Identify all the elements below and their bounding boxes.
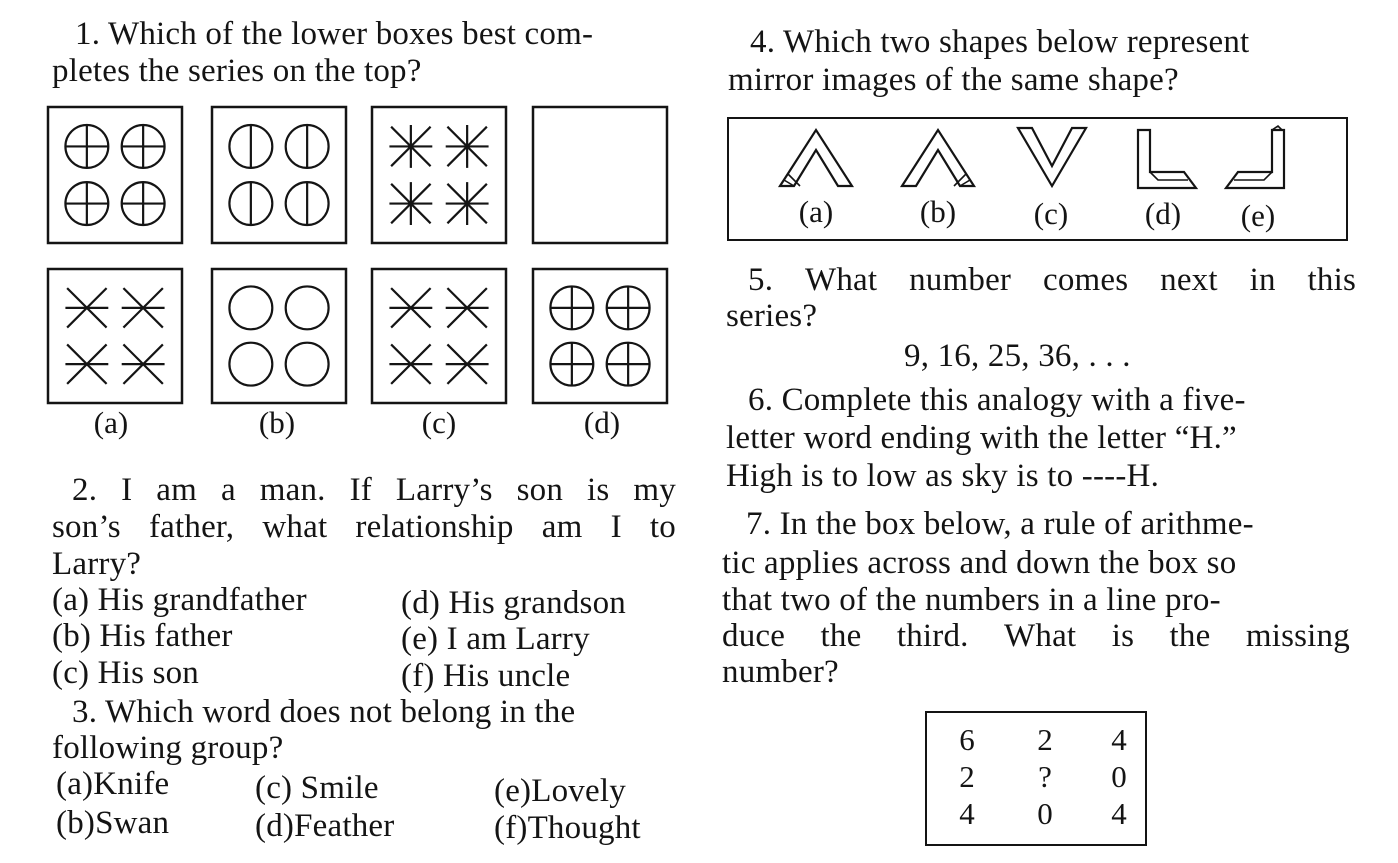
word: I [121,472,133,508]
q1-option-box-b [212,269,346,403]
word: son’s [52,509,121,545]
word: am [156,472,197,508]
word: 5. [748,262,774,298]
word: third. [896,618,969,654]
q2-option-d: (d) His grandson [401,585,626,621]
q7-line-4 [722,618,1350,654]
word: a [220,472,236,508]
q4-label-d: (d) [1144,196,1182,231]
word: son [516,472,564,508]
word: missing [1245,618,1350,654]
word: next [1160,262,1218,298]
q4-label-a: (a) [798,194,834,229]
word: If [349,472,372,508]
q2-option-e: (e) I am Larry [401,621,590,657]
q7-line-5: number? [722,654,839,690]
word: 2. [72,472,98,508]
q4-shape-d [1138,130,1196,188]
q3-option-f: (f)Thought [494,810,641,846]
q1-answer-options [48,269,667,403]
q1-option-box-a [48,269,182,403]
q3-line-2: following group? [52,730,284,766]
grid-cell: 2 [1037,722,1053,757]
word: I [610,509,622,545]
q7-line-3: that two of the numbers in a line pro- [722,582,1221,618]
q1-option-label-b: (b) [258,405,296,440]
word: is [1111,618,1135,654]
word: what [262,509,328,545]
word: relationship [355,509,514,545]
word: am [541,509,583,545]
q4-label-e: (e) [1240,198,1276,233]
q3-option-b: (b)Swan [56,805,170,841]
word: this [1307,262,1356,298]
q2-option-a: (a) His grandfather [52,582,307,618]
word: in [1249,262,1276,298]
q4-line-2: mirror images of the same shape? [728,62,1179,98]
q2-line-2 [52,509,676,545]
q2-option-f: (f) His uncle [401,658,571,694]
q3-line-1: 3. Which word does not belong in the [72,694,576,730]
grid-cell: 4 [1111,722,1127,757]
word: number [909,262,1012,298]
grid-cell: 0 [1037,796,1053,831]
word: duce [722,618,786,654]
word: What [805,262,878,298]
q2-line-3: Larry? [52,546,142,582]
word: Larry’s [395,472,493,508]
q4-shape-a [780,130,852,186]
grid-cell-missing: ? [1038,759,1052,794]
q1-option-box-d [533,269,667,403]
word: is [586,472,610,508]
q1-line-2: pletes the series on the top? [52,53,422,89]
grid-cell: 6 [959,722,975,757]
word: What [1004,618,1077,654]
q1-option-label-d: (d) [583,405,621,440]
q1-option-label-c: (c) [421,405,457,440]
q5-line-1 [748,262,1356,298]
word: my [633,472,676,508]
word: comes [1042,262,1129,298]
word: father, [148,509,235,545]
q2-option-c: (c) His son [52,655,200,691]
grid-cell: 0 [1111,759,1127,794]
q4-shape-c [1018,128,1086,186]
q6-line-3: High is to low as sky is to ----H. [726,458,1160,494]
q2-option-b: (b) His father [52,618,233,654]
q6-line-2: letter word ending with the letter “H.” [726,420,1237,456]
word: the [1169,618,1211,654]
q5-line-2: series? [726,298,818,334]
q4-label-b: (b) [919,194,957,229]
q4-shape-b [902,130,974,186]
q6-line-1: 6. Complete this analogy with a five- [748,382,1246,418]
q1-option-box-c [372,269,506,403]
grid-cell: 4 [1111,796,1127,831]
q4-line-1: 4. Which two shapes below represent [750,24,1250,60]
grid-cell: 4 [959,796,975,831]
q4-shape-e [1226,126,1284,188]
q4-label-c: (c) [1033,196,1069,231]
word: man. [259,472,326,508]
q3-option-c: (c) Smile [255,770,379,806]
word: to [649,509,676,545]
q3-option-a: (a)Knife [56,766,170,802]
word: the [820,618,862,654]
q7-line-2: tic applies across and down the box so [722,545,1237,581]
grid-cell: 2 [959,759,975,794]
q2-line-1 [72,472,676,508]
q5-sequence: 9, 16, 25, 36, . . . [904,338,1131,374]
q3-option-e: (e)Lovely [494,773,626,809]
q1-option-label-a: (a) [93,405,129,440]
q3-option-d: (d)Feather [255,808,395,844]
q7-line-1: 7. In the box below, a rule of arithme- [746,506,1254,542]
q1-line-1: 1. Which of the lower boxes best com- [75,16,594,52]
